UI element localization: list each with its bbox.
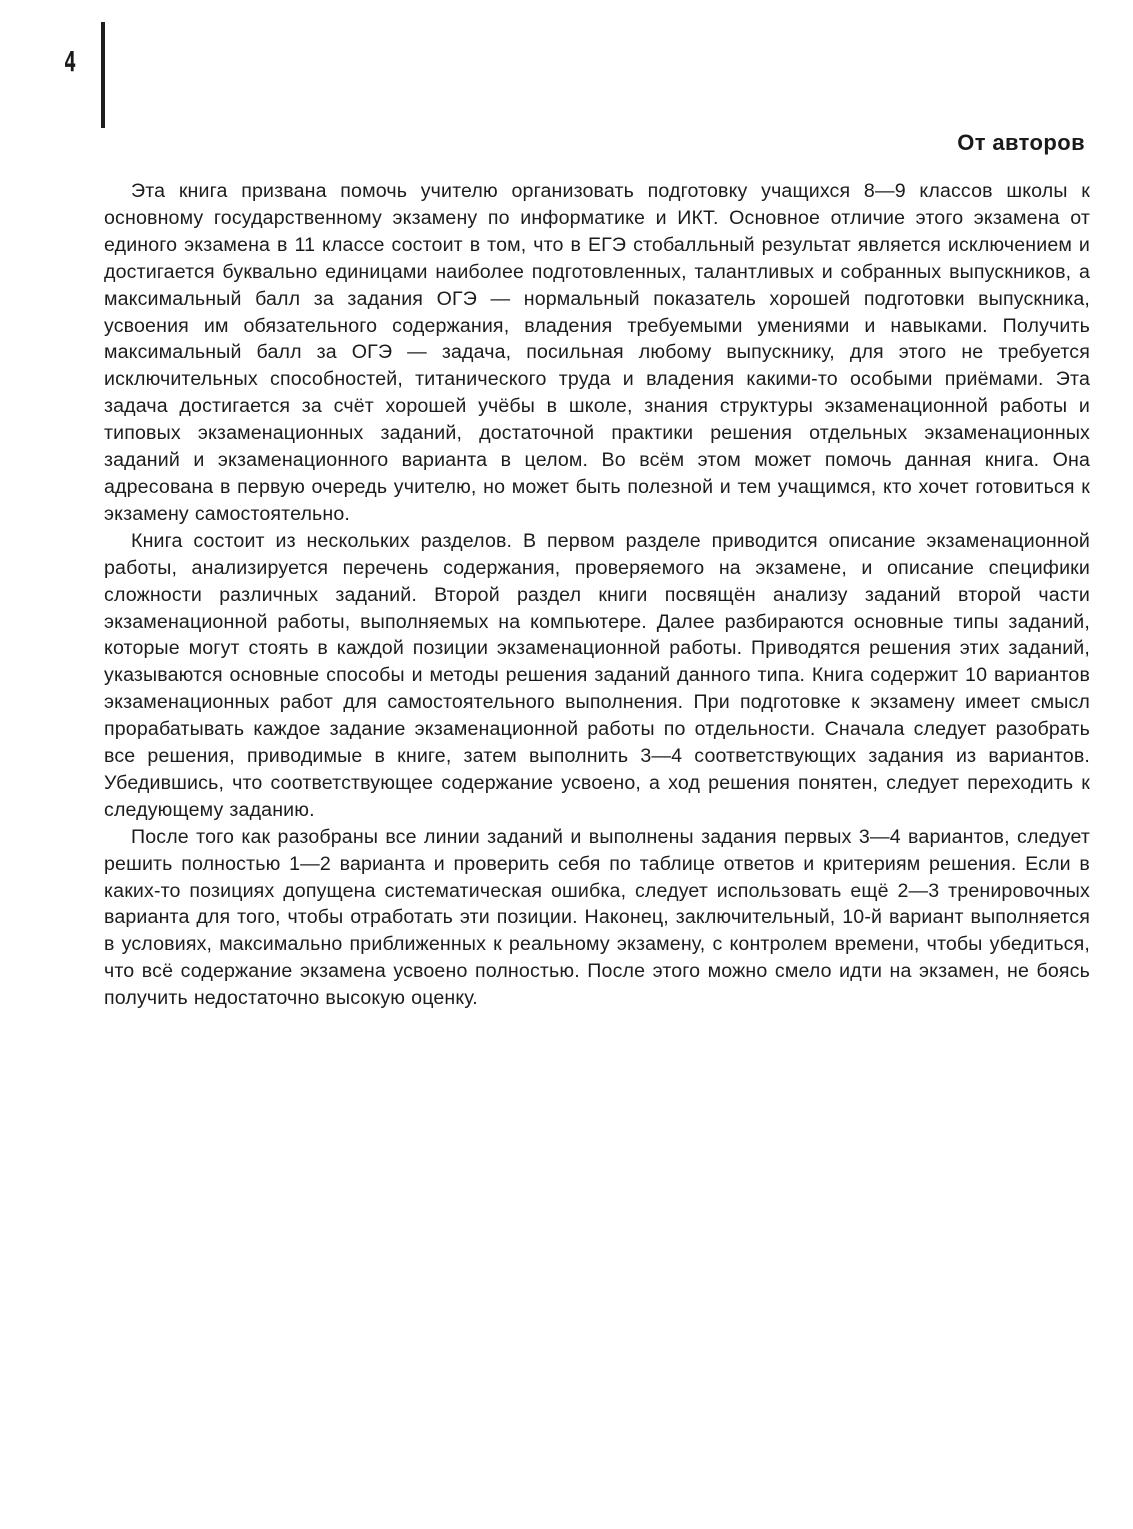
section-title: От авторов <box>957 130 1085 155</box>
paragraph-intro: Эта книга призвана помочь учителю организовать подготовку учащихся 8—9 классов школы к основному государственному экзамену по информатике и ИКТ. Основное отличие этого экзамена от единого экзамена в 11 классе состоит в том, что в ЕГЭ стобалльный результат является исключением и достигается буквально единицами наиболее подготовленных, талантливых и собранных выпускников, а максимальный балл за задания ОГЭ — нормальный показатель хорошей подготовки выпускника, усвоения им обязательного содержания, владения требуемыми умениями и навыками. Получить максимальный балл за ОГЭ — задача, посильная любому выпускнику, для этого не требуется исключительных способностей, титанического труда и владения какими-то особыми приёмами. Эта задача достигается за счёт хорошей учёбы в школе, знания структуры экзаменационной работы и типовых экзаменационных заданий, достаточной практики решения отдельных экзаменационных заданий и экзаменационного варианта в целом. Во всём этом может помочь данная книга. Она адресована в первую очередь учителю, но может быть полезной и тем учащимся, кто хочет готовиться к экзамену самостоятельно. <box>104 180 1090 525</box>
body-text <box>104 178 1090 1012</box>
paragraph-method: После того как разобраны все линии заданий и выполнены задания первых 3—4 вариантов, следует решить полностью 1—2 варианта и проверить себя по таблице ответов и критериям решения. Если в каких-то позициях допущена систематическая ошибка, следует использовать ещё 2—3 тренировочных варианта для того, чтобы отработать эти позиции. Наконец, заключительный, 10-й вариант выполняется в условиях, максимально приближенных к реальному экзамену, с контролем времени, чтобы убедиться, что всё содержание экзамена усвоено полностью. После этого можно смело идти на экзамен, не боясь получить недостаточно высокую оценку. <box>104 825 1090 1010</box>
page-number: 4 <box>64 45 77 78</box>
paragraph-structure: Книга состоит из нескольких разделов. В первом разделе приводится описание экзаменационной работы, анализируется перечень содержания, проверяемого на экзамене, и описание специфики сложности различных заданий. Второй раздел книги посвящён анализу заданий второй части экзаменационной работы, выполняемых на компьютере. Далее разбираются основные типы заданий, которые могут стоять в каждой позиции экзаменационной работы. Приводятся решения этих заданий, указываются основные способы и методы решения заданий данного типа. Книга содержит 10 вариантов экзаменационных работ для самостоятельного выполнения. При подготовке к экзамену имеет смысл прорабатывать каждое задание экзаменационной работы по отдельности. Сначала следует разобрать все решения, приводимые в книге, затем выполнить 3—4 соответствующих задания из вариантов. Убедившись, что соответствующее содержание усвоено, а ход решения понятен, следует переходить к следующему заданию. <box>104 529 1090 821</box>
margin-rule <box>101 22 105 128</box>
